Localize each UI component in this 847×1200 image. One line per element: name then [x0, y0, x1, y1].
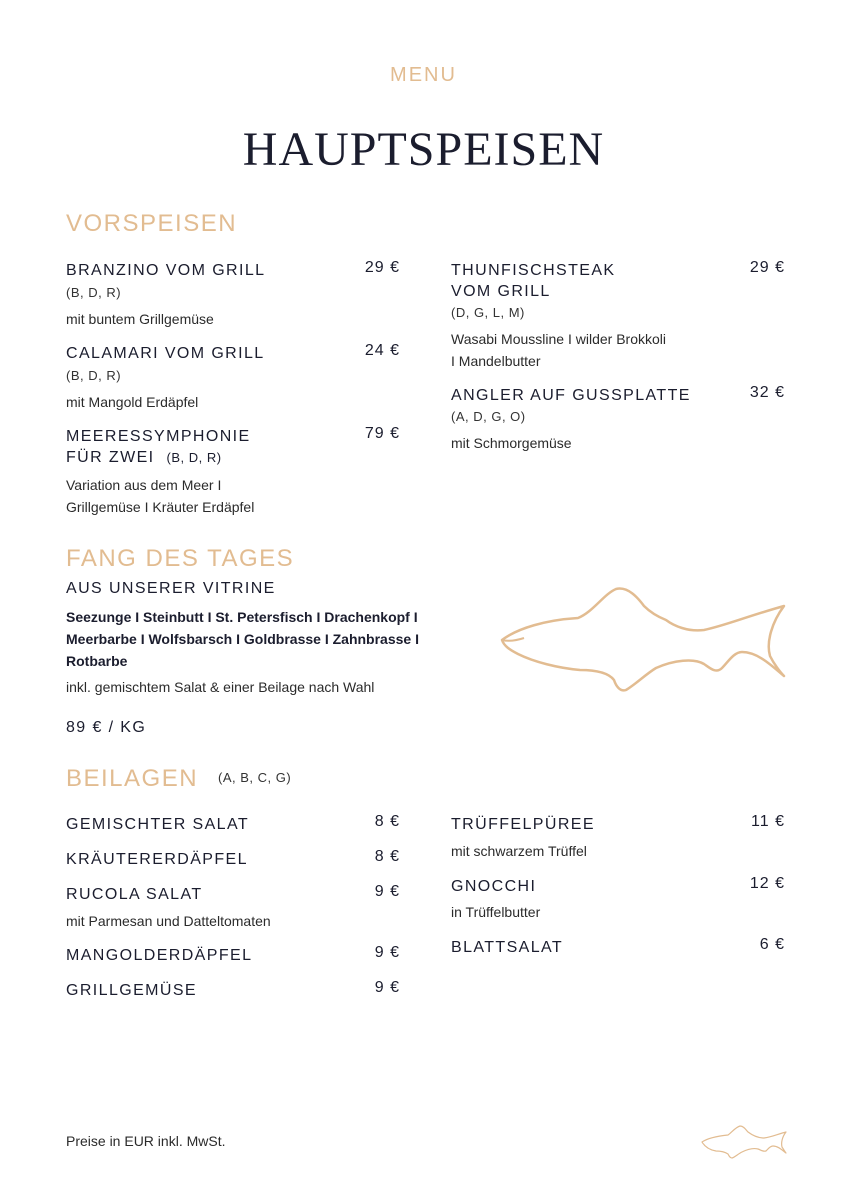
beilage-price-rucola: 9 € [374, 883, 400, 900]
menu-kicker: MENU [390, 64, 457, 86]
item-name-thunfisch-line2: VOM GRILL [451, 283, 551, 300]
beilage-name-blattsalat: BLATTSALAT [451, 939, 564, 956]
item-desc-angler: mit Schmorgemüse [451, 435, 572, 451]
beilage-name-kraeuter: KRÄUTERERDÄPFEL [66, 851, 248, 868]
fang-note: inkl. gemischtem Salat & einer Beilage nach Wahl [66, 679, 375, 695]
beilage-price-trueffelpueree: 11 € [751, 813, 785, 830]
page-title: HAUPTSPEISEN [242, 123, 605, 176]
beilagen-allergens: (A, B, C, G) [218, 770, 292, 785]
section-title-vorspeisen: VORSPEISEN [66, 210, 238, 237]
item-desc-meeressymphonie-line1: Variation aus dem Meer I [66, 477, 222, 493]
beilage-desc-rucola: mit Parmesan und Datteltomaten [66, 913, 271, 929]
item-price-meeressymphonie: 79 € [364, 425, 400, 442]
item-allergens-thunfisch: (D, G, L, M) [451, 305, 525, 320]
beilage-name-mangold: MANGOLDERDÄPFEL [66, 947, 253, 964]
section-title-fang: FANG DES TAGES [66, 545, 295, 572]
fang-fish-line2: Meerbarbe I Wolfsbarsch I Goldbrasse I Zahnbrasse I [66, 631, 419, 647]
item-name-meeressymphonie-line2-text: FÜR ZWEI [66, 449, 155, 466]
item-price-calamari: 24 € [364, 342, 400, 359]
beilage-price-kraeuter: 8 € [374, 848, 400, 865]
beilage-name-gnocchi: GNOCCHI [451, 878, 537, 895]
small-fish-icon [700, 1124, 788, 1160]
item-allergens-branzino: (B, D, R) [66, 285, 122, 300]
fang-fish-line1: Seezunge I Steinbutt I St. Petersfisch I Drachenkopf I [66, 609, 418, 625]
item-name-thunfisch-line1: THUNFISCHSTEAK [451, 262, 616, 279]
item-name-meeressymphonie-line2 [66, 447, 222, 468]
beilage-name-rucola: RUCOLA SALAT [66, 886, 203, 903]
beilage-price-gnocchi: 12 € [749, 875, 785, 892]
item-desc-calamari: mit Mangold Erdäpfel [66, 394, 199, 410]
item-name-branzino: BRANZINO VOM GRILL [66, 262, 266, 279]
item-price-thunfisch: 29 € [749, 259, 785, 276]
item-allergens-meeressymphonie: (B, D, R) [166, 450, 222, 465]
beilage-price-blattsalat: 6 € [759, 936, 785, 953]
beilage-name-grillgemuese: GRILLGEMÜSE [66, 982, 197, 999]
item-desc-thunfisch-line1: Wasabi Moussline I wilder Brokkoli [451, 331, 666, 347]
section-title-beilagen: BEILAGEN [66, 765, 199, 792]
item-price-angler: 32 € [749, 384, 785, 401]
fang-fish-line3: Rotbarbe [66, 653, 128, 669]
item-allergens-calamari: (B, D, R) [66, 368, 122, 383]
beilage-name-trueffelpueree: TRÜFFELPÜREE [451, 816, 595, 833]
item-name-calamari: CALAMARI VOM GRILL [66, 345, 265, 362]
fang-price: 89 € / KG [66, 719, 147, 736]
beilage-price-salat: 8 € [374, 813, 400, 830]
beilage-price-mangold: 9 € [374, 944, 400, 961]
fang-subtitle: AUS UNSERER VITRINE [66, 580, 276, 597]
item-desc-branzino: mit buntem Grillgemüse [66, 311, 214, 327]
fish-outline-icon [498, 582, 790, 698]
footer-note: Preise in EUR inkl. MwSt. [66, 1133, 226, 1149]
beilage-price-grillgemuese: 9 € [374, 979, 400, 996]
item-desc-meeressymphonie-line2: Grillgemüse I Kräuter Erdäpfel [66, 499, 255, 515]
beilage-desc-gnocchi: in Trüffelbutter [451, 904, 541, 920]
item-desc-thunfisch-line2: I Mandelbutter [451, 353, 541, 369]
beilage-desc-trueffelpueree: mit schwarzem Trüffel [451, 843, 587, 859]
item-allergens-angler: (A, D, G, O) [451, 409, 526, 424]
beilage-name-salat: GEMISCHTER SALAT [66, 816, 250, 833]
item-name-angler: ANGLER AUF GUSSPLATTE [451, 387, 691, 404]
item-price-branzino: 29 € [364, 259, 400, 276]
item-name-meeressymphonie-line1: MEERESSYMPHONIE [66, 428, 251, 445]
